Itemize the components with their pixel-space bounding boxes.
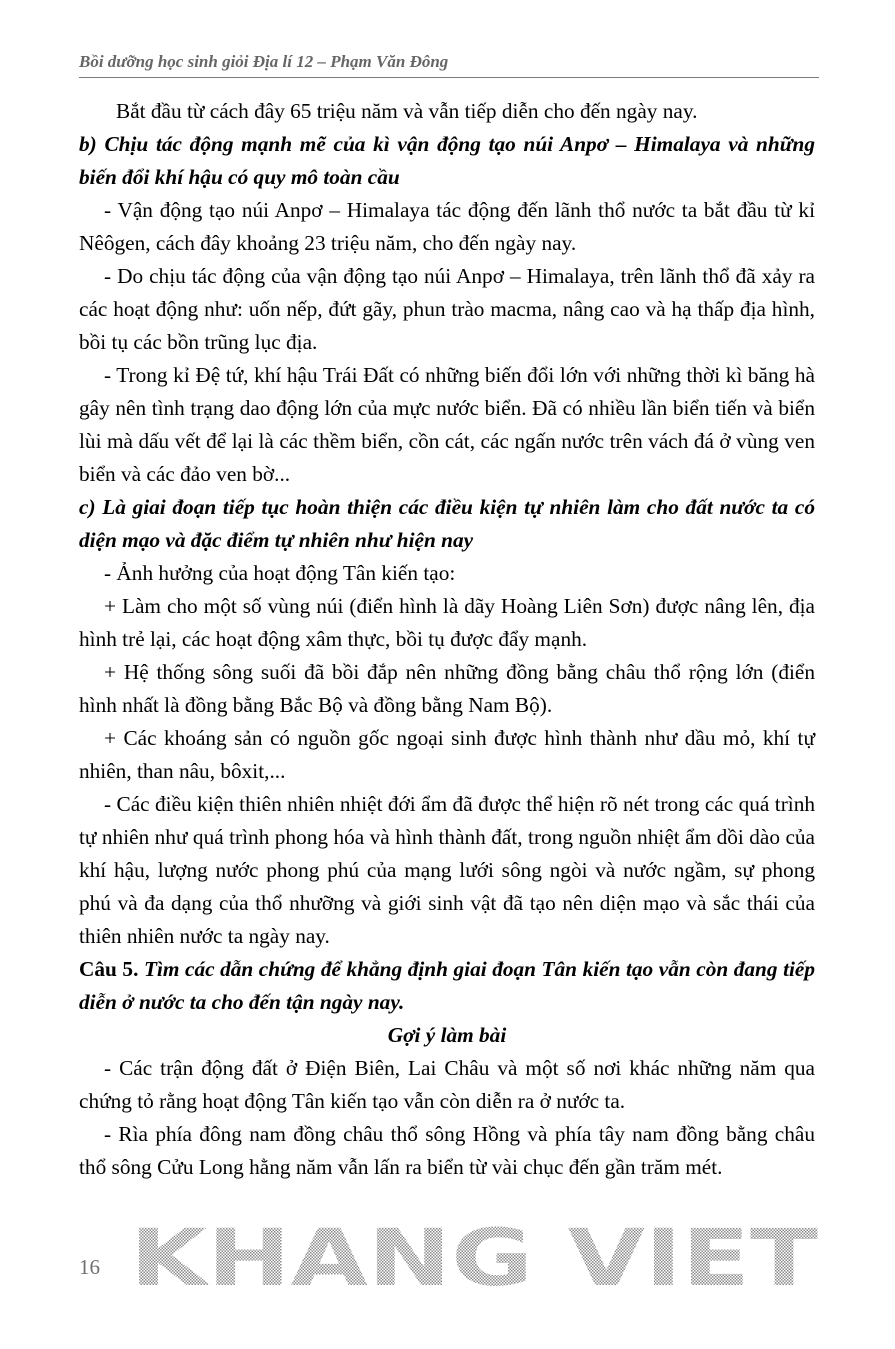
bullet-item: + Các khoáng sản có nguồn gốc ngoại sinh được hình thành như dầu mỏ, khí tự nhiên, than nâu, bôxit,...: [79, 726, 815, 783]
paragraph: Bắt đầu từ cách đây 65 triệu năm và vẫn tiếp diễn cho đến ngày nay.: [116, 99, 698, 123]
bullet-item: + Làm cho một số vùng núi (điển hình là dãy Hoàng Liên Sơn) được nâng lên, địa hình trẻ lại, các hoạt động xâm thực, bồi tụ được đẩy mạnh.: [79, 594, 815, 651]
bullet-item: + Hệ thống sông suối đã bồi đắp nên những đồng bằng châu thổ rộng lớn (điển hình nhất là đồng bằng Bắc Bộ và đồng bằng Nam Bộ).: [79, 660, 815, 717]
section-heading-b: b) Chịu tác động mạnh mẽ của kì vận động tạo núi Anpơ – Himalaya và những biến đổi khí hậu có quy mô toàn cầu: [79, 132, 815, 189]
answer-item: - Các trận động đất ở Điện Biên, Lai Châu và một số nơi khác những năm qua chứng tỏ rằng hoạt động Tân kiến tạo vẫn còn diễn ra ở nước ta.: [79, 1056, 815, 1113]
section-heading-c: c) Là giai đoạn tiếp tục hoàn thiện các điều kiện tự nhiên làm cho đất nước ta có diện mạo và đặc điểm tự nhiên như hiện nay: [79, 495, 815, 552]
paragraph: - Ảnh hưởng của hoạt động Tân kiến tạo:: [104, 561, 456, 585]
page-body: [79, 95, 815, 1184]
question: [79, 953, 815, 1019]
paragraph: - Vận động tạo núi Anpơ – Himalaya tác động đến lãnh thổ nước ta bắt đầu từ kỉ Nêôgen, cách đây khoảng 23 triệu năm, cho đến ngày nay.: [79, 198, 815, 255]
paragraph: - Do chịu tác động của vận động tạo núi Anpơ – Himalaya, trên lãnh thổ đã xảy ra các hoạt động như: uốn nếp, đứt gãy, phun trào macma, nâng cao và hạ thấp địa hình, bồi tụ các bồn trũng lục địa.: [79, 264, 815, 354]
page-number: 16: [79, 1255, 100, 1279]
question-text: Tìm các dẫn chứng để khẳng định giai đoạn Tân kiến tạo vẫn còn đang tiếp diễn ở nước ta cho đến tận ngày nay.: [79, 957, 816, 1014]
running-header: Bồi dưỡng học sinh giỏi Địa lí 12 – Phạm Văn Đông: [79, 52, 449, 71]
watermark-logo: [130, 1222, 820, 1292]
header-divider: [79, 77, 819, 78]
question-label: Câu 5.: [79, 957, 139, 981]
paragraph: - Trong kỉ Đệ tứ, khí hậu Trái Đất có những biến đổi lớn với những thời kì băng hà gây nên tình trạng dao động lớn của mực nước biển. Đã có nhiều lần biển tiến và biển lùi mà dấu vết để lại là các thềm biển, cồn cát, các ngấn nước trên vách đá ở vùng ven biển và các đảo ven bờ...: [79, 363, 815, 486]
paragraph: - Các điều kiện thiên nhiên nhiệt đới ẩm đã được thể hiện rõ nét trong các quá trình tự nhiên như quá trình phong hóa và hình thành đất, trong nguồn nhiệt ẩm dồi dào của khí hậu, lượng nước phong phú của mạng lưới sông ngòi và nước ngầm, sự phong phú và đa dạng của thổ nhưỡng và giới sinh vật đã tạo nên diện mạo và sắc thái của thiên nhiên nước ta ngày nay.: [79, 792, 815, 948]
hint-title: Gợi ý làm bài: [387, 1023, 507, 1047]
answer-item: - Rìa phía đông nam đồng châu thổ sông Hồng và phía tây nam đồng bằng châu thổ sông Cửu Long hằng năm vẫn lấn ra biển từ vài chục đến gần trăm mét.: [79, 1122, 815, 1179]
watermark-text: KHANG VIET: [130, 1222, 818, 1292]
